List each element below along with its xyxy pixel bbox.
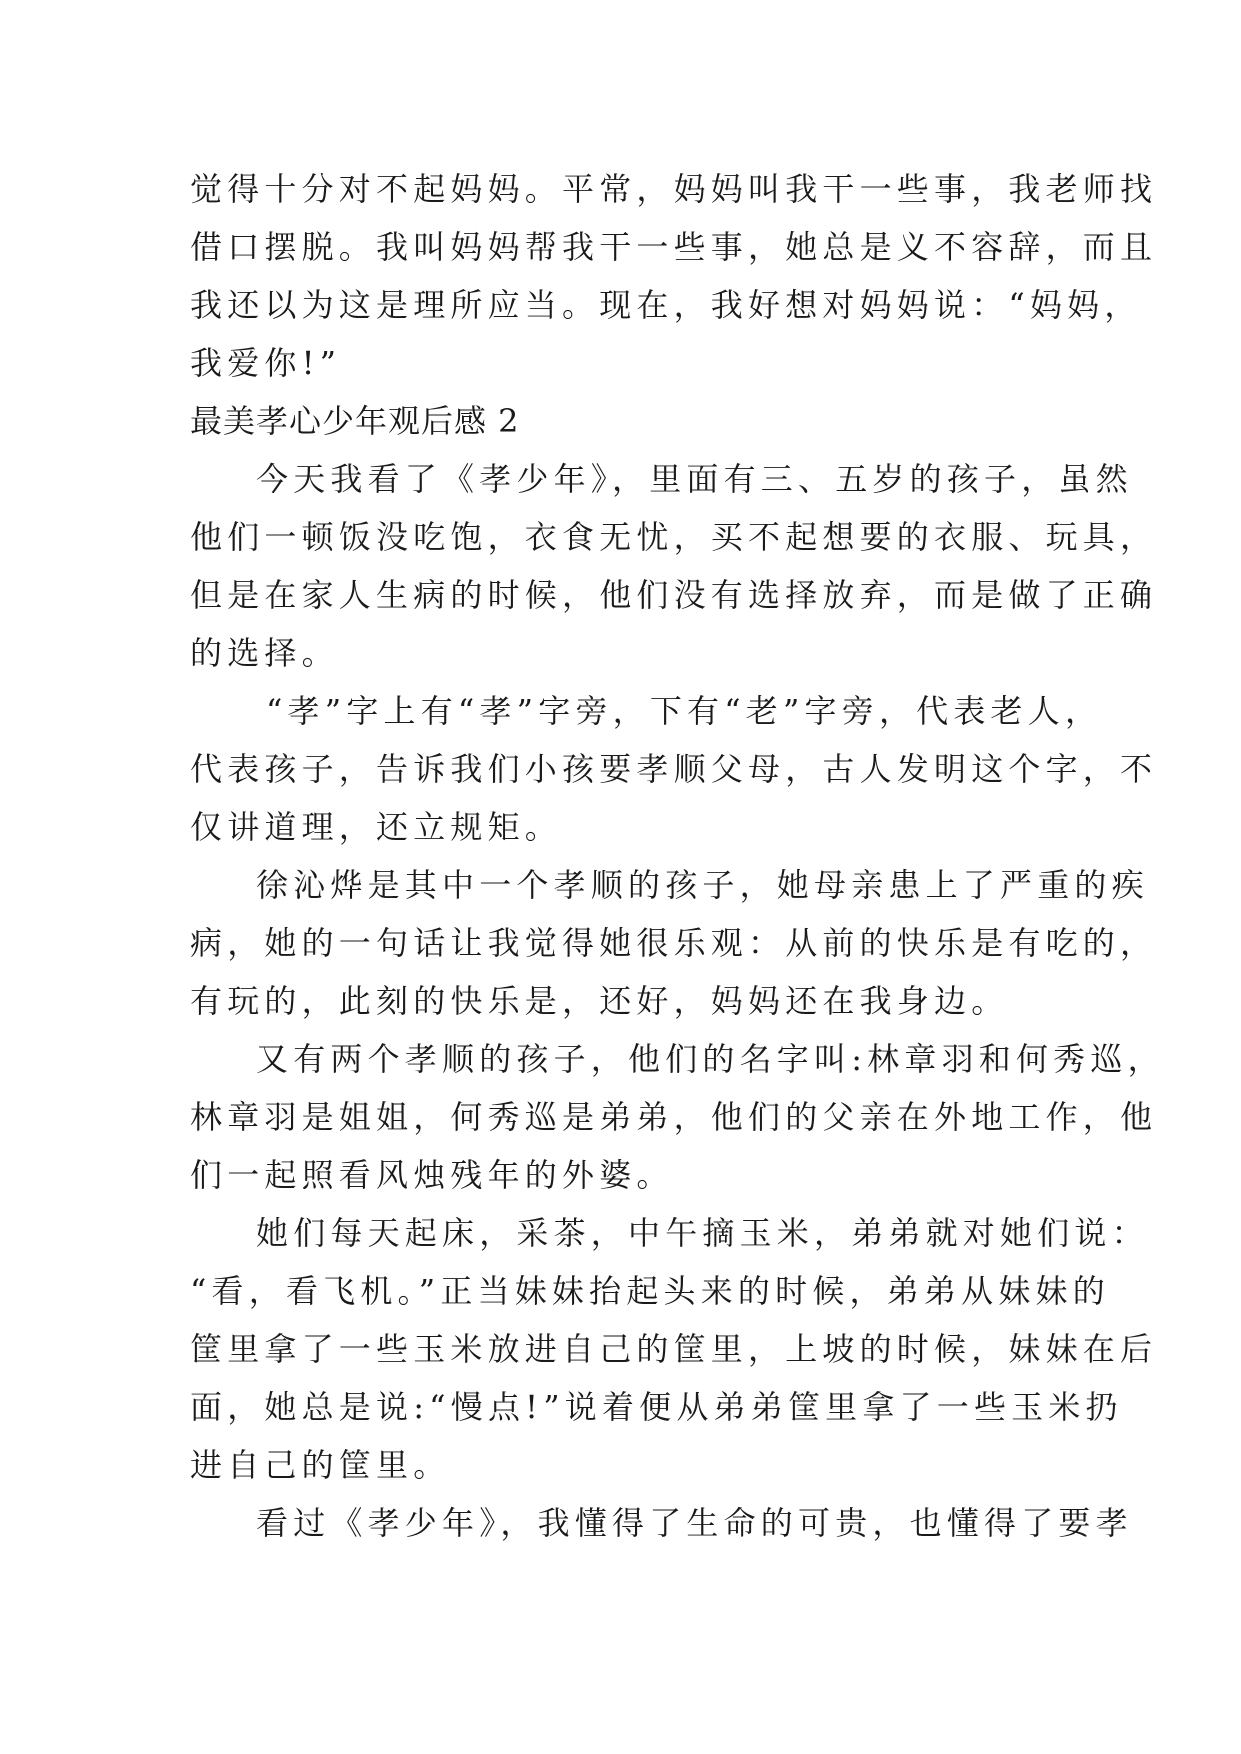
paragraph-line: 又有两个孝顺的孩子，他们的名字叫:林章羽和何秀巡， (256, 1040, 1165, 1078)
paragraph-line: 仅讲道理，还立规矩。 (190, 808, 563, 846)
paragraph-line: 病，她的一句话让我觉得她很乐观：从前的快乐是有吃的， (190, 924, 1158, 962)
paragraph-line: 但是在家人生病的时候，他们没有选择放弃，而是做了正确 (190, 576, 1158, 614)
paragraph-line: 我还以为这是理所应当。现在，我好想对妈妈说：“妈妈， (190, 286, 1142, 324)
paragraph-line: 们一起照看风烛残年的外婆。 (190, 1156, 674, 1194)
paragraph-line: “孝”字上有“孝”字旁，下有“老”字旁，代表老人， (266, 692, 1103, 730)
paragraph-line: 觉得十分对不起妈妈。平常，妈妈叫我干一些事，我老师找 (190, 170, 1158, 208)
paragraph-line: 今天我看了《孝少年》，里面有三、五岁的孩子，虽然 (256, 460, 1133, 498)
paragraph-line: 她们每天起床，采茶，中午摘玉米，弟弟就对她们说： (256, 1214, 1149, 1252)
paragraph-line: 筐里拿了一些玉米放进自己的筐里，上坡的时候，妹妹在后 (190, 1330, 1158, 1368)
paragraph-line: 徐沁烨是其中一个孝顺的孩子，她母亲患上了严重的疾 (256, 866, 1149, 904)
paragraph-line: 我爱你!” (190, 344, 342, 382)
paragraph-line: 林章羽是姐姐，何秀巡是弟弟，他们的父亲在外地工作，他 (190, 1098, 1158, 1136)
paragraph-line: 的选择。 (190, 634, 339, 672)
paragraph-line: 借口摆脱。我叫妈妈帮我干一些事，她总是义不容辞，而且 (190, 228, 1158, 266)
paragraph-line: 代表孩子，告诉我们小孩要孝顺父母，古人发明这个字，不 (190, 750, 1158, 788)
document-page (190, 160, 1165, 1552)
paragraph-line: 有玩的，此刻的快乐是，还好，妈妈还在我身边。 (190, 982, 1009, 1020)
paragraph-line: 进自己的筐里。 (190, 1446, 451, 1484)
section-heading: 最美孝心少年观后感 2 (190, 402, 520, 440)
paragraph-line: 看过《孝少年》，我懂得了生命的可贵，也懂得了要孝 (256, 1504, 1133, 1542)
paragraph-line: “看，看飞机。”正当妹妹抬起头来的时候，弟弟从妹妹的 (190, 1272, 1110, 1310)
paragraph-line: 面，她总是说:“慢点!”说着便从弟弟筐里拿了一些玉米扔 (190, 1388, 1123, 1426)
paragraph-line: 他们一顿饭没吃饱，衣食无忧，买不起想要的衣服、玩具， (190, 518, 1158, 556)
